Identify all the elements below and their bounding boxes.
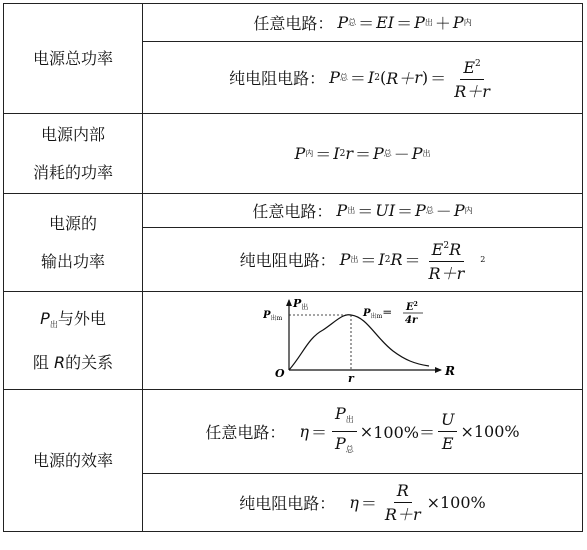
condition-any-circuit: 任意电路： (252, 202, 333, 221)
sub-out: 出 (422, 149, 431, 158)
sym-P: P (415, 201, 426, 220)
formula-total-any (143, 4, 583, 42)
sym-I: I (367, 68, 375, 87)
op-times: × (359, 422, 374, 441)
y-peak-label: $P_{出m}$ (262, 309, 282, 322)
expr-R-plus: R＋ (454, 81, 483, 101)
formula-grid (3, 3, 583, 532)
pct-equals: 100%＝ (373, 423, 435, 442)
formula-internal (143, 114, 583, 194)
label-total-power-text: 电源总功率 (32, 48, 113, 68)
sym-P: P (335, 403, 346, 423)
sym-eta: η (349, 493, 359, 512)
sub-out: 出 (424, 18, 433, 27)
op-eq: ＝ (354, 145, 371, 164)
sym-eta: η (299, 422, 310, 441)
sym-P: P (453, 201, 465, 220)
sym-r: r (412, 504, 421, 524)
sym-P: P (339, 250, 351, 269)
sub-total: 总 (383, 149, 392, 158)
label-relation-line1 (4, 300, 142, 344)
sup-2: 2 (443, 240, 450, 251)
expr-R-plus: R＋ (386, 69, 415, 88)
origin-label: O (274, 366, 285, 380)
stray-exponent-2: 2 (480, 255, 486, 264)
sym-E: E (431, 239, 444, 259)
sym-P: P (336, 201, 348, 220)
label-output-power-line1: 电源的 (48, 213, 97, 233)
op-times: × (426, 493, 440, 512)
sym-P: P (411, 144, 423, 163)
sym-E: E (376, 13, 388, 32)
formula-output-any (143, 194, 583, 228)
sym-r: r (345, 144, 353, 163)
label-relation-line2-text: 的关系 (65, 352, 114, 372)
fraction-Pout-over-Ptotal (332, 404, 357, 460)
sub-total: 总 (345, 444, 354, 454)
label-internal-power-line2: 消耗的功率 (32, 162, 113, 182)
sym-P: P (414, 13, 425, 32)
sym-R: R (396, 480, 409, 500)
condition-pure-resistive: 纯电阻电路： (239, 494, 336, 513)
sym-U: U (440, 409, 455, 429)
sub-in: 内 (464, 206, 473, 215)
sym-P: P (452, 13, 464, 32)
op-times: × (460, 422, 474, 441)
sym-I: I (387, 13, 395, 32)
sup-2: 2 (374, 72, 380, 83)
condition-pure-resistive: 纯电阻电路： (229, 69, 326, 88)
pct: 100% (440, 493, 486, 512)
x-peak-label: r (347, 371, 354, 385)
label-efficiency (4, 390, 143, 532)
sym-r: r (456, 263, 465, 283)
op-minus: － (435, 202, 452, 221)
sym-I: I (378, 250, 385, 269)
x-axis-label: R (444, 363, 455, 378)
label-relation (4, 292, 143, 390)
op-eq: ＝ (396, 14, 413, 33)
op-eq: ＝ (430, 69, 447, 88)
sym-P: P (335, 433, 346, 453)
expr-R-plus: R＋ (428, 263, 457, 283)
sym-P: P (337, 13, 349, 32)
formula-total-pure (143, 42, 583, 114)
sym-P: P (294, 144, 306, 163)
expr-R-plus: R＋ (384, 504, 413, 524)
fraction-E2-over-Rr (451, 54, 493, 102)
sym-P: P (329, 68, 340, 87)
sub-total: 总 (425, 206, 434, 215)
y-axis-label: P出 (292, 296, 308, 311)
label-total-power (4, 4, 143, 114)
fraction-U-over-E (438, 410, 457, 454)
sub-total: 总 (348, 18, 357, 27)
formula-efficiency-pure (143, 474, 583, 532)
op-minus: － (393, 145, 410, 164)
op-eq: ＝ (358, 14, 375, 33)
op-eq: ＝ (397, 202, 414, 221)
sup-2: 2 (475, 58, 481, 69)
label-internal-power (4, 114, 143, 194)
power-formula-table (3, 3, 583, 545)
sym-E: E (463, 57, 476, 77)
sym-I: I (333, 144, 340, 163)
label-efficiency-text: 电源的效率 (32, 450, 113, 470)
paren-left: ( (379, 68, 387, 87)
op-eq: ＝ (360, 494, 377, 513)
label-relation-line2-pre: 阻 (32, 352, 54, 372)
sub-out: 出 (49, 319, 58, 329)
paren-right: ) (421, 68, 429, 87)
sym-r: r (414, 68, 422, 87)
op-eq: ＝ (349, 69, 366, 88)
op-eq: ＝ (360, 251, 377, 270)
sub-out: 出 (345, 414, 354, 424)
label-output-power-line2: 输出功率 (40, 251, 105, 271)
condition-any-circuit: 任意电路： (253, 14, 334, 33)
condition-pure-resistive: 纯电阻电路： (239, 251, 336, 270)
peak-value-label: $P_{出m}=$ (362, 307, 392, 320)
graph-cell (143, 292, 583, 390)
sym-r: r (482, 81, 490, 101)
power-vs-resistance-graph (263, 296, 463, 386)
sup-2: 2 (339, 148, 346, 159)
sym-P: P (372, 144, 384, 163)
op-eq: ＝ (404, 251, 421, 270)
formula-efficiency-any (143, 390, 583, 474)
fraction-E2R-over-Rr (426, 236, 468, 284)
op-eq: ＝ (315, 145, 332, 164)
op-eq: ＝ (357, 202, 374, 221)
formula-output-pure (143, 228, 583, 292)
pct: 100% (473, 422, 520, 441)
sub-total: 总 (339, 73, 348, 82)
sym-U: U (375, 201, 389, 220)
condition-any-circuit: 任意电路： (205, 423, 286, 442)
sym-E: E (441, 433, 454, 453)
op-eq: ＝ (311, 423, 328, 442)
sym-R: R (53, 352, 66, 372)
op-plus: ＋ (434, 14, 451, 33)
label-relation-line1-text: 与外电 (57, 308, 106, 328)
peak-numerator: $E^2$ (405, 300, 418, 313)
sub-in: 内 (305, 149, 314, 158)
sup-2: 2 (384, 254, 391, 265)
sym-R: R (449, 239, 462, 259)
sym-I: I (388, 201, 396, 220)
label-relation-line2 (4, 344, 142, 382)
fraction-R-over-Rr (382, 481, 424, 525)
sub-out: 出 (347, 206, 356, 215)
label-internal-power-line1: 电源内部 (40, 124, 105, 144)
label-output-power (4, 194, 143, 292)
sym-P: P (40, 308, 50, 328)
sym-R: R (390, 250, 403, 269)
peak-denominator: 4r (404, 314, 417, 326)
sub-in: 内 (463, 18, 472, 27)
sub-out: 出 (350, 255, 359, 264)
